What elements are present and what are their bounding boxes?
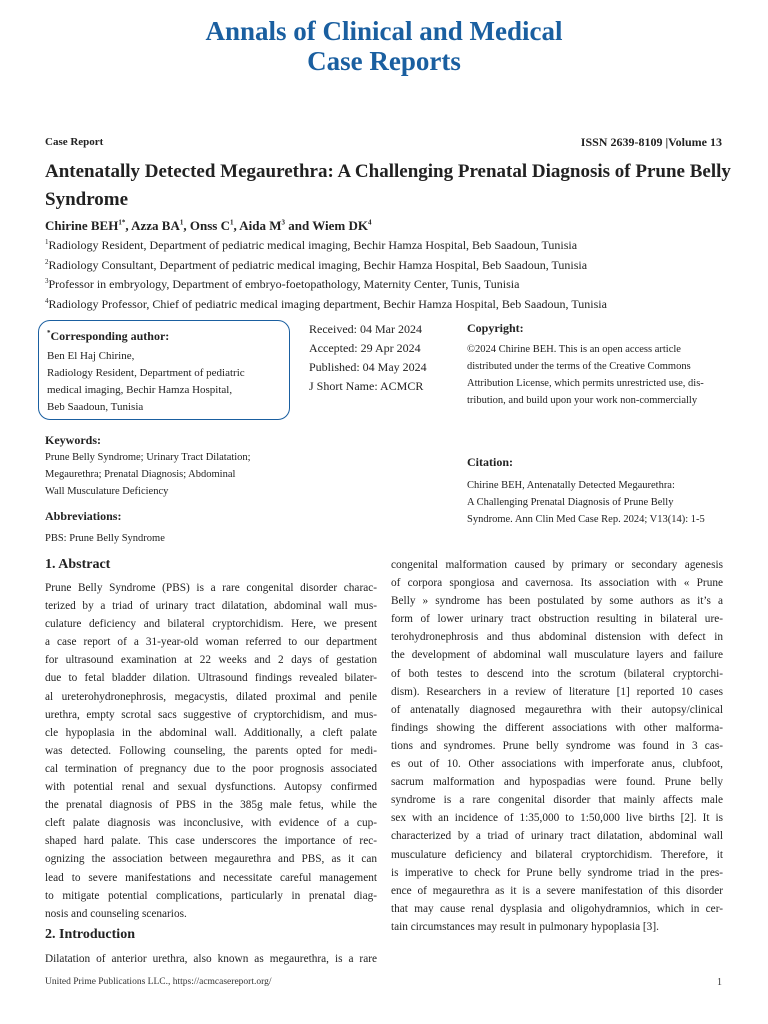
text-line: the development of abdominal wall musculature layers and failure (391, 649, 723, 662)
affiliation-marker: 3 (45, 277, 49, 285)
copyright-heading: Copyright: (467, 321, 524, 335)
abstract-body (45, 579, 377, 923)
text-line: of corpora spongiosa and cavernosa. Its association with « Prune (391, 577, 723, 590)
text-line: es out of 10. Other associations with imperforate anus, clubfoot, (391, 758, 723, 771)
text-line: terohydronephrosis and thus abdominal distension with defect in (391, 631, 723, 644)
keywords-line: Megaurethra; Prenatal Diagnosis; Abdominal (45, 469, 236, 480)
author-name: Onss C (189, 218, 230, 233)
text-line: nosis and counseling scenarios. (45, 907, 187, 920)
text-line: cleft palate diagnosis was inconclusive, with evidence of a cup- (45, 817, 377, 830)
affiliation-marker: 2 (45, 257, 49, 266)
abstract-heading: 1. Abstract (45, 557, 111, 572)
article-type: Case Report (45, 136, 104, 148)
issn-volume: ISSN 2639-8109 |Volume 13 (580, 135, 722, 149)
journal-short-name: J Short Name: ACMCR (309, 379, 424, 393)
author-separator: and (285, 218, 313, 233)
text-line: ence of megaurethra as it is a severe manifestation of this disorder (391, 884, 723, 897)
text-line: musculature deficiency and bilateral cryptorchidism. Therefore, it (391, 848, 723, 861)
text-line: dism). Researchers in a review of literature [1] reported 10 cases (391, 685, 723, 698)
text-line: the prenatal diagnosis of PBS in the 385g male fetus, while the (45, 799, 377, 812)
author-separator: , (233, 218, 240, 233)
author-name: Aida M (239, 218, 282, 233)
text-line: with potential renal and sexual dysfunctions. Autopsy confirmed (45, 781, 377, 794)
article-title-line1: Antenatally Detected Megaurethra: A Challenging Prenatal Diagnosis of Prune Belly (45, 161, 731, 182)
affiliation-line (45, 236, 745, 256)
corresponding-star: * (47, 329, 51, 337)
author-name: Chirine BEH (45, 218, 119, 233)
published-date: Published: 04 May 2024 (309, 360, 427, 374)
author-affiliation-marker: 1 (179, 218, 184, 227)
author-separator: , (183, 218, 190, 233)
text-line: of both testes to descend into the scrotum (bilateral cryptorchi- (391, 667, 723, 680)
affiliations (45, 236, 745, 314)
affiliation-line (45, 256, 745, 276)
author-list (45, 218, 372, 234)
author-affiliation-marker: 1* (118, 218, 126, 227)
affiliation-text: Professor in embryology, Department of embryo-foetopathology, Maternity Center, Tunis, Tunisia (48, 277, 520, 291)
copyright-line: ©2024 Chirine BEH. This is an open access article (467, 344, 681, 355)
right-column-body (391, 556, 723, 936)
text-line: a case report of a 31-year-old woman referred to our department (45, 636, 377, 649)
author-affiliation-marker: 1 (229, 218, 234, 227)
affiliation-line (45, 295, 745, 315)
text-line: ognizing the association between megaurethra and PBS, as it can (45, 853, 377, 866)
text-line: form of lower urinary tract obstruction resulting in bilateral ure- (391, 613, 723, 626)
journal-title (0, 16, 768, 76)
page-number: 1 (717, 977, 722, 988)
text-line: tions and syndromes. Prune belly syndrome was found in 3 cas- (391, 739, 723, 752)
abbreviations-heading: Abbreviations: (45, 509, 122, 523)
introduction-body (45, 950, 377, 968)
corresponding-line: Beb Saadoun, Tunisia (47, 401, 144, 413)
text-line: shaped hard palate. This case underscores the importance of rec- (45, 835, 377, 848)
author-name: Wiem DK (312, 218, 368, 233)
keywords-block (45, 432, 305, 500)
corresponding-author-heading (47, 328, 245, 345)
author-affiliation-marker: 4 (368, 218, 372, 227)
accepted-date: Accepted: 29 Apr 2024 (309, 341, 421, 355)
affiliation-line (45, 275, 745, 295)
text-line: is imperative to check for Prune belly syndrome triad in the pres- (391, 866, 723, 879)
citation-heading: Citation: (467, 455, 513, 469)
publication-dates (309, 320, 427, 396)
affiliation-marker: 4 (45, 296, 49, 305)
text-line: congenital malformation caused by primary or secondary agenesis (391, 559, 723, 571)
received-date: Received: 04 Mar 2024 (309, 322, 422, 336)
citation-block (467, 454, 737, 528)
text-line: terized by a triad of urinary tract dilatation, abdominal wall mus- (45, 600, 377, 613)
article-title (45, 158, 735, 214)
text-line: for ultrasound examination at 22 weeks and 2 days of gestation (45, 654, 377, 667)
text-line: syndrome is a rare congenital disorder that mainly affects male (391, 794, 723, 807)
citation-line: Syndrome. Ann Clin Med Case Rep. 2024; V13(14): 1-5 (467, 514, 705, 525)
corresponding-heading-text: Corresponding author: (50, 329, 170, 343)
keywords-line: Prune Belly Syndrome; Urinary Tract Dilatation; (45, 452, 251, 463)
text-line: characterized by a triad of urinary tract dilatation, abdominal wall (391, 830, 723, 843)
affiliation-marker: 1 (45, 238, 49, 246)
footer-publisher: United Prime Publications LLC., https://acmcasereport.org/ (45, 977, 272, 987)
author-name: Azza BA (131, 218, 180, 233)
journal-title-line2: Case Reports (307, 46, 461, 76)
author-separator: , (125, 218, 132, 233)
introduction-heading: 2. Introduction (45, 927, 135, 942)
copyright-line: tribution, and build upon your work non-commercially (467, 395, 698, 406)
text-line: Belly » syndrome has been postulated by some authors as it’s a (391, 595, 723, 608)
text-line: due to fetal bladder dilation. Ultrasound findings revealed bilater- (45, 672, 377, 685)
citation-line: Chirine BEH, Antenatally Detected Megaurethra: (467, 480, 675, 491)
article-title-line2: Syndrome (45, 189, 129, 210)
abbreviations-block (45, 508, 165, 547)
text-line: findings showing the different associations with other malforma- (391, 721, 723, 734)
text-line: cle hypoplasia in the abdominal wall. Additionally, a cleft palate (45, 726, 377, 739)
journal-title-line1: Annals of Clinical and Medical (205, 16, 563, 46)
copyright-block (467, 320, 737, 409)
text-line: Dilatation of anterior urethra, also known as megaurethra, is a rare (45, 953, 377, 965)
copyright-line: Attribution License, which permits unrestricted use, dis- (467, 378, 704, 389)
affiliation-text: Radiology Consultant, Department of pediatric medical imaging, Bechir Hamza Hospital, Beb Saadoun, Tunisia (48, 257, 588, 272)
text-line: was detected. Following counseling, the parents opted for medi- (45, 744, 377, 757)
text-line: tain circumstances may result in pulmonary hypoplasia [3]. (391, 920, 659, 933)
corresponding-line: Ben El Haj Chirine, (47, 350, 135, 362)
affiliation-text: Radiology Resident, Department of pediatric medical imaging, Bechir Hamza Hospital, Beb Saadoun, Tunisia (48, 238, 578, 252)
text-line: that may cause renal dysplasia and oligohydramnios, which in cer- (391, 902, 723, 915)
text-line: to mitigate potential complications, particularly in prenatal diag- (45, 889, 377, 902)
author-affiliation-marker: 3 (281, 218, 286, 227)
text-line: sex with an incidence of 1:35,000 to 1:50,000 live births [2]. It is (391, 812, 723, 825)
text-line: urethra, empty scrotal sacs suggestive of cryptorchidism, and mus- (45, 708, 377, 721)
text-line: al ureterohydronephrosis, megacystis, dilated proximal and penile (45, 690, 377, 703)
text-line: Prune Belly Syndrome (PBS) is a rare congenital disorder charac- (45, 582, 377, 594)
keywords-line: Wall Musculature Deficiency (45, 486, 169, 497)
text-line: of antenatally diagnosed megaurethra with their autopsy/clinical (391, 703, 723, 716)
text-line: lead to severe manifestations and necessitate careful management (45, 871, 377, 884)
citation-line: A Challenging Prenatal Diagnosis of Prune Belly (467, 497, 674, 508)
affiliation-text: Radiology Professor, Chief of pediatric medical imaging department, Bechir Hamza Hospital, Beb Saadoun, Tunisia (48, 296, 607, 311)
copyright-line: distributed under the terms of the Creative Commons (467, 361, 691, 372)
text-line: culature deficiency and bilateral cryptorchidism. Here, we present (45, 618, 377, 631)
corresponding-line: medical imaging, Bechir Hamza Hospital, (47, 384, 233, 396)
corresponding-line: Radiology Resident, Department of pediatric (47, 367, 245, 379)
abbreviations-text: PBS: Prune Belly Syndrome (45, 533, 165, 544)
text-line: cal termination of pregnancy due to the poor prognosis associated (45, 762, 377, 775)
corresponding-author (47, 328, 245, 416)
keywords-heading: Keywords: (45, 433, 101, 447)
text-line: sacrum malformation and hypospadias were found. Prune belly (391, 776, 723, 789)
